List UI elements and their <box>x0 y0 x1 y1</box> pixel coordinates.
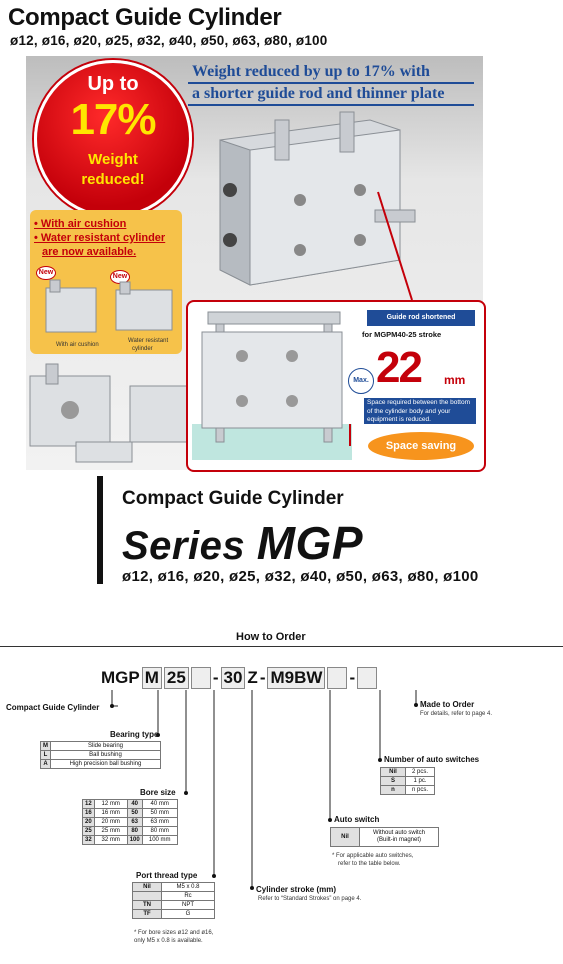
badge-percent: 17% <box>70 95 156 144</box>
port-code: Nil <box>133 883 162 892</box>
note-water-resistant: • Water resistant cylinder <box>34 232 166 244</box>
port-note: * For bore sizes ø12 and ø16, only M5 x 0.8 is available. <box>134 930 214 944</box>
leader-dot <box>414 703 418 707</box>
bore-size-title: Bore size <box>140 788 176 797</box>
bore-code: 16 <box>83 809 95 818</box>
table-row <box>83 809 178 818</box>
model-stroke-label: for MGPM40-25 stroke <box>362 330 442 339</box>
bore-code: 63 <box>127 818 142 827</box>
reduction-unit: mm <box>444 373 466 387</box>
compact-guide-label: Compact Guide Cylinder <box>6 703 100 712</box>
table-row <box>133 910 215 919</box>
bearing-desc: Slide bearing <box>51 742 161 751</box>
code-dash: - <box>349 668 356 687</box>
bore-mm: 40 mm <box>142 800 177 809</box>
badge-weight: Weight <box>88 151 138 168</box>
port-thread-title: Port thread type <box>136 871 198 880</box>
table-row <box>41 742 161 751</box>
bore-code: 50 <box>127 809 142 818</box>
banner-title: Compact Guide Cylinder <box>8 4 282 31</box>
bearing-code: L <box>41 751 51 760</box>
num-desc: 1 pc. <box>406 777 435 786</box>
stroke-title: Cylinder stroke (mm) <box>256 885 337 894</box>
bore-size-table <box>82 799 178 845</box>
code-z: Z <box>247 668 258 687</box>
auto-desc-1: Without auto switch <box>372 830 426 836</box>
bore-code: 25 <box>83 827 95 836</box>
badge-reduced: reduced! <box>81 171 145 188</box>
leader-dot <box>250 886 254 890</box>
headline-line-2: a shorter guide rod and thinner plate <box>188 84 474 106</box>
space-saving-badge: Space saving <box>368 432 474 460</box>
num-code: n <box>381 786 406 795</box>
bore-mm: 16 mm <box>94 809 127 818</box>
bore-code: 20 <box>83 818 95 827</box>
leader-dot <box>212 874 216 878</box>
auto-desc <box>360 828 439 847</box>
new-badge: New <box>36 266 56 280</box>
guide-rod-label: Guide rod shortened <box>367 310 475 326</box>
port-code: TN <box>133 901 162 910</box>
code-prefix: MGP <box>101 668 140 687</box>
code-dash: - <box>259 668 266 687</box>
made-to-order-title: Made to Order <box>420 700 475 709</box>
port-code: TF <box>133 910 162 919</box>
how-to-order-title: How to Order <box>236 631 306 643</box>
table-row <box>381 786 435 795</box>
bore-mm: 20 mm <box>94 818 127 827</box>
table-row <box>133 892 215 901</box>
bearing-code: A <box>41 760 51 769</box>
table-row <box>41 751 161 760</box>
table-row <box>331 828 439 847</box>
caption-water-1: Water resistant <box>128 338 169 344</box>
bore-mm: 32 mm <box>94 836 127 845</box>
new-badge: New <box>110 270 130 284</box>
leader-dot <box>378 758 382 762</box>
leader-dot <box>110 704 114 708</box>
bore-mm: 63 mm <box>142 818 177 827</box>
table-row <box>83 836 178 845</box>
num-switches-table <box>380 767 435 795</box>
bore-code: 80 <box>127 827 142 836</box>
series-prefix: Series <box>122 524 246 568</box>
bore-code: 32 <box>83 836 95 845</box>
table-row <box>83 818 178 827</box>
code-bearing: M <box>142 667 162 689</box>
note-air-cushion: • With air cushion <box>34 218 127 230</box>
max-label: Max. <box>348 368 374 394</box>
bore-mm: 25 mm <box>94 827 127 836</box>
series-sizes: ø12, ø16, ø20, ø25, ø32, ø40, ø50, ø63, ø80, ø100 <box>122 568 479 585</box>
table-row <box>381 768 435 777</box>
port-code <box>133 892 162 901</box>
port-desc: G <box>162 910 215 919</box>
auto-code: Nil <box>331 828 360 847</box>
table-row <box>381 777 435 786</box>
bearing-code: M <box>41 742 51 751</box>
table-row <box>41 760 161 769</box>
bore-mm: 80 mm <box>142 827 177 836</box>
bore-code: 40 <box>127 800 142 809</box>
num-code: Nil <box>381 768 406 777</box>
bearing-type-title: Bearing type <box>110 730 159 739</box>
made-to-order-note: For details, refer to page 4. <box>420 711 493 717</box>
series-name: MGP <box>256 517 364 569</box>
num-switches-title: Number of auto switches <box>384 755 480 764</box>
bearing-desc: High precision ball bushing <box>51 760 161 769</box>
auto-note-2: refer to the table below. <box>338 861 401 867</box>
port-thread-table <box>132 882 215 919</box>
auto-desc-2: (Built-in magnet) <box>376 837 421 843</box>
auto-switch-title: Auto switch <box>334 815 380 824</box>
num-code: S <box>381 777 406 786</box>
code-switch: M9BW <box>267 667 325 689</box>
bore-mm: 12 mm <box>94 800 127 809</box>
leader-dot <box>328 818 332 822</box>
num-desc: 2 pcs. <box>406 768 435 777</box>
caption-water-2: cylinder <box>132 346 153 352</box>
headline-line-1: Weight reduced by up to 17% with <box>188 62 474 84</box>
bore-code: 12 <box>83 800 95 809</box>
banner-sizes: ø12, ø16, ø20, ø25, ø32, ø40, ø50, ø63, ø80, ø100 <box>10 33 328 48</box>
table-row <box>133 901 215 910</box>
auto-switch-table <box>330 827 439 847</box>
bore-code: 100 <box>127 836 142 845</box>
table-row <box>83 800 178 809</box>
port-desc: M5 x 0.8 <box>162 883 215 892</box>
bore-mm: 50 mm <box>142 809 177 818</box>
auto-note-1: * For applicable auto switches, <box>332 853 414 859</box>
caption-air-cushion: With air cushion <box>56 342 99 348</box>
leader-dot <box>184 791 188 795</box>
code-stroke: 30 <box>221 667 246 689</box>
table-row <box>83 827 178 836</box>
port-desc: Rc <box>162 892 215 901</box>
bearing-type-table <box>40 741 161 769</box>
stroke-note: Refer to “Standard Strokes” on page 4. <box>258 896 362 902</box>
port-desc: NPT <box>162 901 215 910</box>
reduction-value: 22 <box>376 343 421 392</box>
bore-mm: 100 mm <box>142 836 177 845</box>
bearing-desc: Ball bushing <box>51 751 161 760</box>
badge-up-to: Up to <box>87 73 139 95</box>
num-desc: n pcs. <box>406 786 435 795</box>
space-description: Space required between the bottom of the cylinder body and your equipment is reduced. <box>364 398 476 424</box>
code-bore: 25 <box>164 667 189 689</box>
note-available: are now available. <box>42 246 137 258</box>
table-row <box>133 883 215 892</box>
series-label: Compact Guide Cylinder <box>122 488 344 509</box>
code-dash: - <box>212 668 219 687</box>
